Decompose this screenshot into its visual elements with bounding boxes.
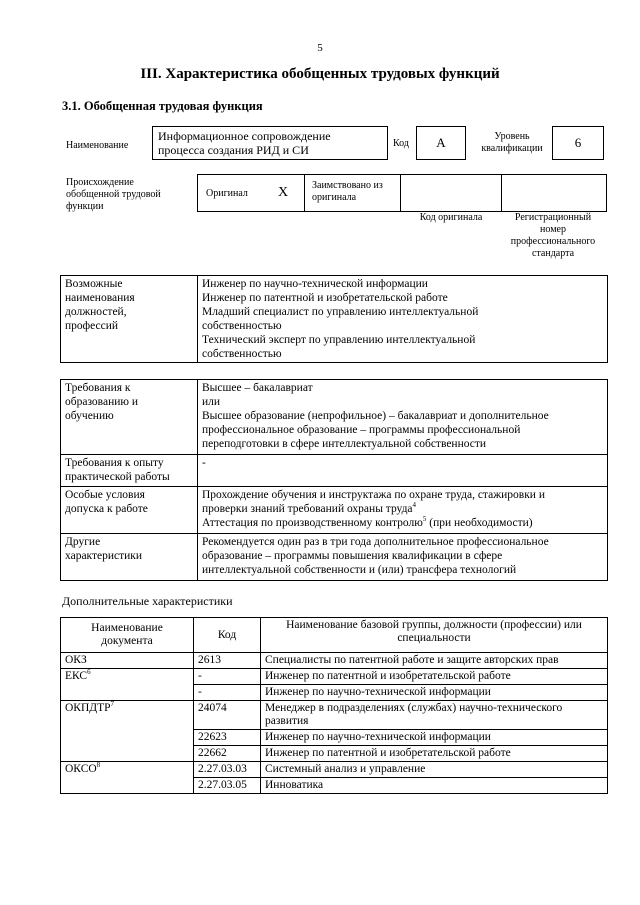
- okso-name: Системный анализ и управление: [261, 762, 608, 778]
- position-item: Младший специалист по управлению интеллектуальной: [202, 306, 479, 318]
- eks-name: Инженер по научно-технической информации: [261, 685, 608, 701]
- subsection-title: 3.1. Обобщенная трудовая функция: [62, 99, 263, 113]
- okso-code: 2.27.03.03: [194, 762, 261, 778]
- education-line: или: [202, 396, 221, 408]
- conditions-line-2-text: проверки знаний требований охраны труда: [202, 503, 413, 515]
- education-value: [198, 380, 608, 455]
- positions-label-line-1: Возможные: [65, 278, 123, 290]
- table-row: [61, 701, 608, 730]
- education-line: Высшее образование (непрофильное) – бакалавриат и дополнительное: [202, 410, 549, 422]
- borrowed-line-2: оригинала: [312, 192, 357, 203]
- function-name-line-2: процесса создания РИД и СИ: [158, 143, 309, 157]
- conditions-line-3-text: Аттестация по производственному контролю: [202, 517, 423, 529]
- footnote-8-marker: 8: [96, 761, 101, 770]
- registration-caption-line-4: стандарта: [531, 248, 575, 259]
- borrowed-cell: [304, 174, 401, 212]
- okpdtr-name: Инженер по научно-технической информации: [261, 730, 608, 746]
- table-row: [61, 653, 608, 669]
- origin-label: [66, 177, 161, 213]
- code-label: Код: [393, 138, 409, 149]
- conditions-line-2: [202, 502, 603, 516]
- positions-label: [61, 276, 198, 363]
- education-label-line-2: образованию и: [65, 396, 138, 408]
- name-label: Наименование: [66, 140, 129, 151]
- eks-label: [61, 669, 194, 701]
- header-group-line-1: Наименование базовой группы, должности (профессии) или: [286, 619, 582, 631]
- table-row: [61, 669, 608, 685]
- registration-caption-line-2: номер: [540, 224, 566, 235]
- experience-value: -: [198, 455, 608, 487]
- okpdtr-name-line-2: развития: [265, 715, 309, 727]
- header-group-name: [261, 618, 608, 653]
- positions-table: [60, 275, 608, 363]
- original-code-caption: Код оригинала: [419, 212, 483, 223]
- additional-title: Дополнительные характеристики: [62, 594, 233, 608]
- registration-number-caption: [500, 212, 606, 260]
- positions-list: [198, 276, 608, 363]
- other-label: [61, 534, 198, 581]
- conditions-row: [61, 487, 608, 534]
- positions-row: [61, 276, 608, 363]
- experience-label-line-1: Требования к опыту: [65, 457, 164, 469]
- additional-header-row: [61, 618, 608, 653]
- position-item: Технический эксперт по управлению интеллектуальной: [202, 334, 476, 346]
- original-mark: X: [278, 185, 289, 200]
- other-label-line-2: характеристики: [65, 550, 143, 562]
- header-code: Код: [194, 618, 261, 653]
- footnote-7-marker: 7: [110, 700, 115, 709]
- positions-label-line-3: должностей,: [65, 306, 127, 318]
- eks-code: -: [194, 685, 261, 701]
- origin-label-line-3: функции: [66, 201, 104, 212]
- education-label-line-1: Требования к: [65, 382, 131, 394]
- okso-label: [61, 762, 194, 794]
- position-item: собственностью: [202, 320, 282, 332]
- experience-label: [61, 455, 198, 487]
- header-document: [61, 618, 194, 653]
- okpdtr-name: Инженер по патентной и изобретательской работе: [261, 746, 608, 762]
- header-document-line-1: Наименование: [91, 622, 163, 634]
- other-label-line-1: Другие: [65, 536, 101, 548]
- level-value: 6: [552, 126, 604, 160]
- positions-label-line-4: профессий: [65, 320, 119, 332]
- other-value: [198, 534, 608, 581]
- education-line: профессиональное образование – программы профессиональной: [202, 424, 521, 436]
- code-value: А: [416, 126, 466, 160]
- conditions-line-3: [202, 516, 603, 530]
- education-line: Высшее – бакалавриат: [202, 382, 313, 394]
- eks-name: Инженер по патентной и изобретательской работе: [261, 669, 608, 685]
- original-cell: [197, 174, 305, 212]
- page-number: 5: [317, 42, 323, 54]
- requirements-table: [60, 379, 608, 581]
- okpdtr-code: 22662: [194, 746, 261, 762]
- positions-label-line-2: наименования: [65, 292, 135, 304]
- function-name-line-1: Информационное сопровождение: [158, 129, 331, 143]
- okso-code: 2.27.03.05: [194, 778, 261, 794]
- conditions-label-line-2: допуска к работе: [65, 503, 148, 515]
- okpdtr-code: 22623: [194, 730, 261, 746]
- footnote-6-marker: 6: [87, 668, 91, 677]
- section-title: III. Характеристика обобщенных трудовых функций: [140, 66, 500, 82]
- conditions-label: [61, 487, 198, 534]
- function-name-box: [152, 126, 388, 160]
- conditions-label-line-1: Особые условия: [65, 489, 145, 501]
- okso-label-text: ОКСО: [65, 763, 97, 775]
- footnote-4-marker: 4: [412, 501, 417, 510]
- other-line: Рекомендуется один раз в три года дополнительное профессиональное: [202, 536, 549, 548]
- okpdtr-label-text: ОКПДТР: [65, 702, 111, 714]
- okpdtr-code: 24074: [194, 701, 261, 730]
- education-label: [61, 380, 198, 455]
- okz-name: Специалисты по патентной работе и защите авторских прав: [261, 653, 608, 669]
- level-label: [472, 131, 552, 155]
- position-item: собственностью: [202, 348, 282, 360]
- eks-code: -: [194, 669, 261, 685]
- origin-label-line-2: обобщенной трудовой: [66, 189, 161, 200]
- origin-label-line-1: Происхождение: [66, 177, 134, 188]
- okpdtr-name: [261, 701, 608, 730]
- education-row: [61, 380, 608, 455]
- education-line: переподготовки в сфере интеллектуальной собственности: [202, 438, 487, 450]
- conditions-line-3-tail: (при необходимости): [426, 517, 533, 529]
- additional-table: [60, 617, 608, 794]
- registration-caption-line-3: профессионального: [510, 236, 596, 247]
- registration-number-cell: [501, 174, 607, 212]
- other-line: образование – программы повышения квалификации в сфере: [202, 550, 503, 562]
- okpdtr-name-line-1: Менеджер в подразделениях (службах) научно-технического: [265, 702, 563, 714]
- level-label-line-2: квалификации: [481, 143, 543, 154]
- conditions-line-1: Прохождение обучения и инструктажа по охране труда, стажировки и: [202, 489, 545, 501]
- table-row: [61, 762, 608, 778]
- okz-label: ОКЗ: [61, 653, 194, 669]
- borrowed-line-1: Заимствовано из: [312, 180, 383, 191]
- education-label-line-3: обучению: [65, 410, 114, 422]
- other-row: [61, 534, 608, 581]
- experience-label-line-2: практической работы: [65, 471, 170, 483]
- okz-code: 2613: [194, 653, 261, 669]
- original-label: Оригинал: [206, 188, 248, 199]
- position-item: Инженер по научно-технической информации: [202, 278, 428, 290]
- registration-caption-line-1: Регистрационный: [514, 212, 592, 223]
- header-group-line-2: специальности: [397, 632, 471, 644]
- level-label-line-1: Уровень: [494, 131, 530, 142]
- conditions-value: [198, 487, 608, 534]
- experience-row: [61, 455, 608, 487]
- okpdtr-label: [61, 701, 194, 762]
- eks-label-text: ЕКС: [65, 670, 88, 682]
- other-line: интеллектуальной собственности и (или) трансфера технологий: [202, 564, 517, 576]
- header-document-line-2: документа: [101, 635, 153, 647]
- position-item: Инженер по патентной и изобретательской работе: [202, 292, 448, 304]
- footnote-5-marker: 5: [422, 515, 427, 524]
- okso-name: Инноватика: [261, 778, 608, 794]
- original-code-cell: [400, 174, 502, 212]
